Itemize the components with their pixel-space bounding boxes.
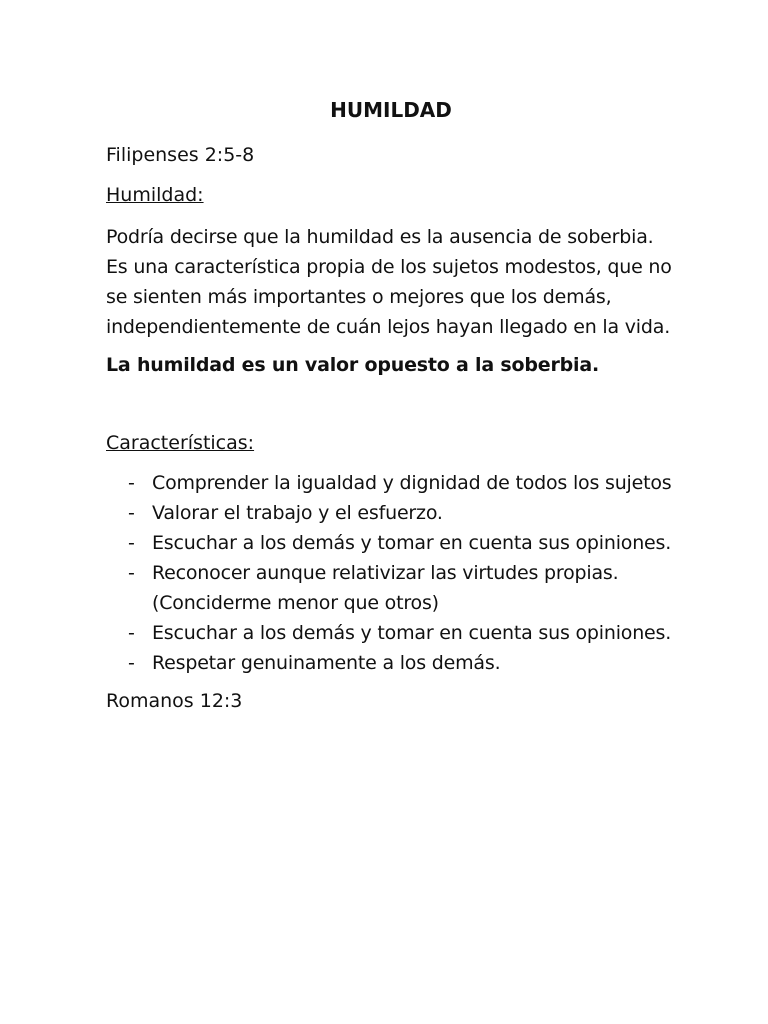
bold-statement: La humildad es un valor opuesto a la soberbia. — [106, 354, 599, 376]
list-item — [106, 528, 696, 558]
list-item — [106, 618, 696, 648]
definition-heading: Humildad: — [106, 184, 204, 206]
list-item — [106, 468, 696, 498]
characteristics-heading: Características: — [106, 432, 255, 454]
list-item — [106, 498, 696, 528]
list-item-text: Escuchar a los demás y tomar en cuenta sus opiniones. — [152, 622, 672, 644]
list-dash: - — [128, 652, 135, 674]
paragraph-line: se sienten más importantes o mejores que los demás, — [106, 286, 612, 308]
list-dash: - — [128, 502, 135, 524]
list-item-text: Reconocer aunque relativizar las virtudes propias. — [152, 562, 619, 584]
paragraph-line: Es una característica propia de los sujetos modestos, que no — [106, 256, 672, 278]
list-dash: - — [128, 622, 135, 644]
definition-paragraph — [106, 222, 696, 342]
closing-reference: Romanos 12:3 — [106, 690, 243, 712]
list-dash: - — [128, 472, 135, 494]
list-item — [106, 558, 696, 618]
list-item-text: Escuchar a los demás y tomar en cuenta sus opiniones. — [152, 532, 672, 554]
paragraph-line: independientemente de cuán lejos hayan llegado en la vida. — [106, 316, 671, 338]
list-item — [106, 648, 696, 678]
list-item-text: Respetar genuinamente a los demás. — [152, 652, 501, 674]
list-item-text: Comprender la igualdad y dignidad de todos los sujetos — [152, 472, 672, 494]
characteristics-list — [106, 468, 696, 678]
list-dash: - — [128, 532, 135, 554]
paragraph-line: Podría decirse que la humildad es la ausencia de soberbia. — [106, 226, 654, 248]
document-content — [106, 90, 696, 716]
list-item-text-continuation: (Conciderme menor que otros) — [152, 592, 439, 614]
list-item-text: Valorar el trabajo y el esfuerzo. — [152, 502, 443, 524]
list-dash: - — [128, 562, 135, 584]
bible-reference: Filipenses 2:5-8 — [106, 144, 255, 166]
page-title: HUMILDAD — [330, 98, 452, 122]
